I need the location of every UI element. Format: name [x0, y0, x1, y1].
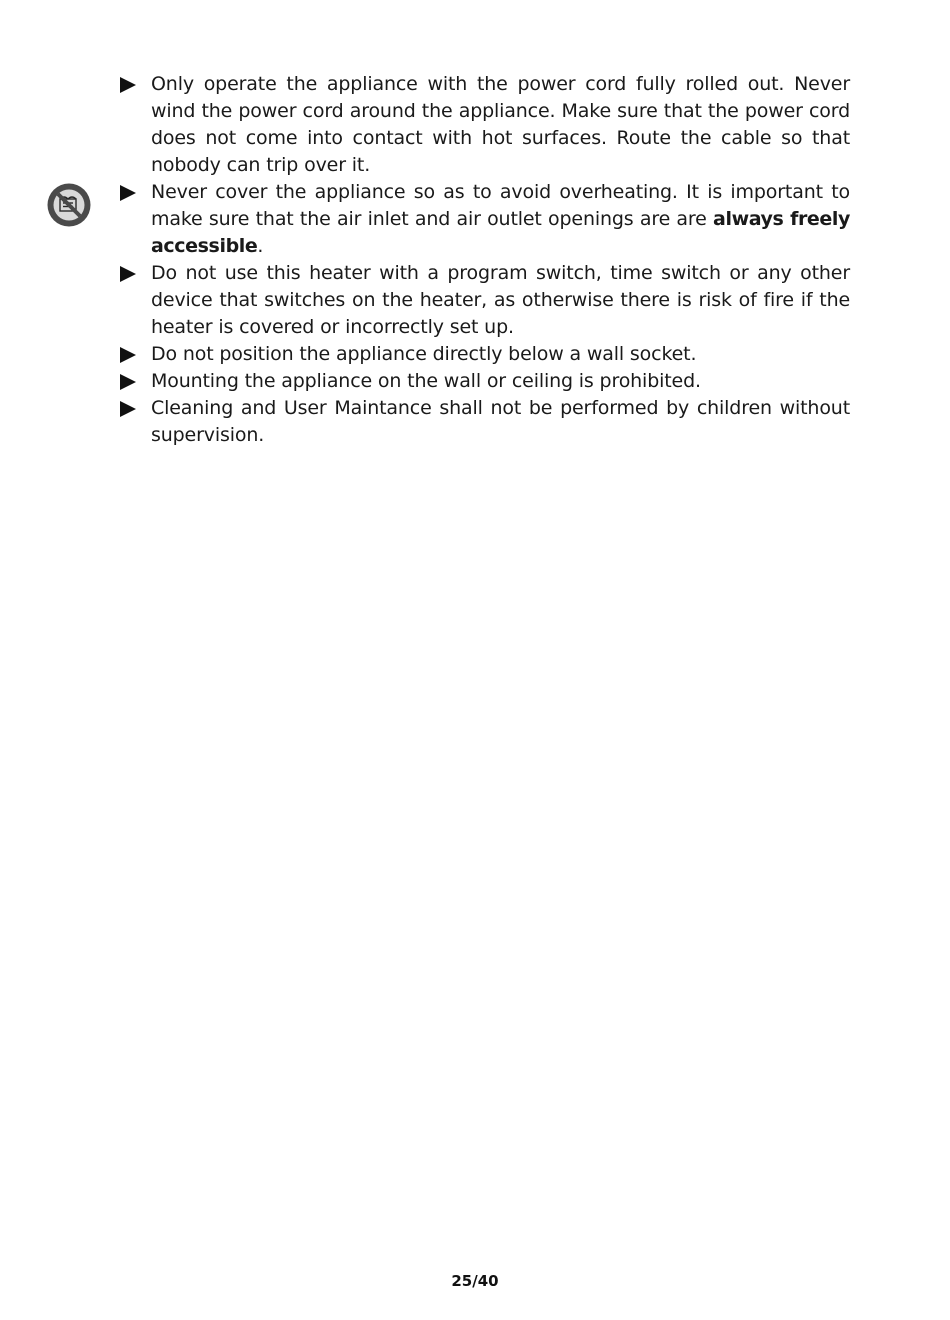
safety-item-no-timer-switch — [118, 260, 850, 341]
do-not-cover-icon — [46, 182, 92, 228]
bullet-arrow-icon — [120, 347, 136, 363]
safety-item-text: Cleaning and User Maintance shall not be performed by children without supervision. — [151, 397, 850, 446]
safety-item-no-mounting — [118, 368, 850, 395]
safety-item-text: Never cover the appliance so as to avoid overheating. It is important to make sure that the air inlet and air outlet openings are are — [151, 181, 850, 230]
emphasized-text: always freely accessible — [151, 208, 850, 257]
safety-item-children-cleaning — [118, 395, 850, 449]
safety-item-text-end: . — [257, 235, 264, 257]
bullet-arrow-icon — [120, 374, 136, 390]
safety-item-text: Only operate the appliance with the power cord fully rolled out. Never wind the power cord around the appliance. Make sure that the power cord does not come into contact with hot surfaces. Route the cable so that nobody can trip over it. — [151, 73, 850, 176]
safety-item-text: Do not use this heater with a program switch, time switch or any other device that switches on the heater, as otherwise there is risk of fire if the heater is covered or incorrectly set up. — [151, 262, 850, 338]
bullet-arrow-icon — [120, 401, 136, 417]
bullet-arrow-icon — [120, 266, 136, 282]
safety-item-do-not-cover — [118, 179, 850, 260]
safety-item-power-cord — [118, 71, 850, 179]
safety-item-wall-socket — [118, 341, 850, 368]
safety-instructions-list — [118, 71, 850, 449]
bullet-arrow-icon — [120, 185, 136, 201]
safety-item-text: Mounting the appliance on the wall or ceiling is prohibited. — [151, 370, 701, 392]
bullet-arrow-icon — [120, 77, 136, 93]
safety-item-text: Do not position the appliance directly below a wall socket. — [151, 343, 697, 365]
page-number: 25/40 — [451, 1272, 499, 1290]
